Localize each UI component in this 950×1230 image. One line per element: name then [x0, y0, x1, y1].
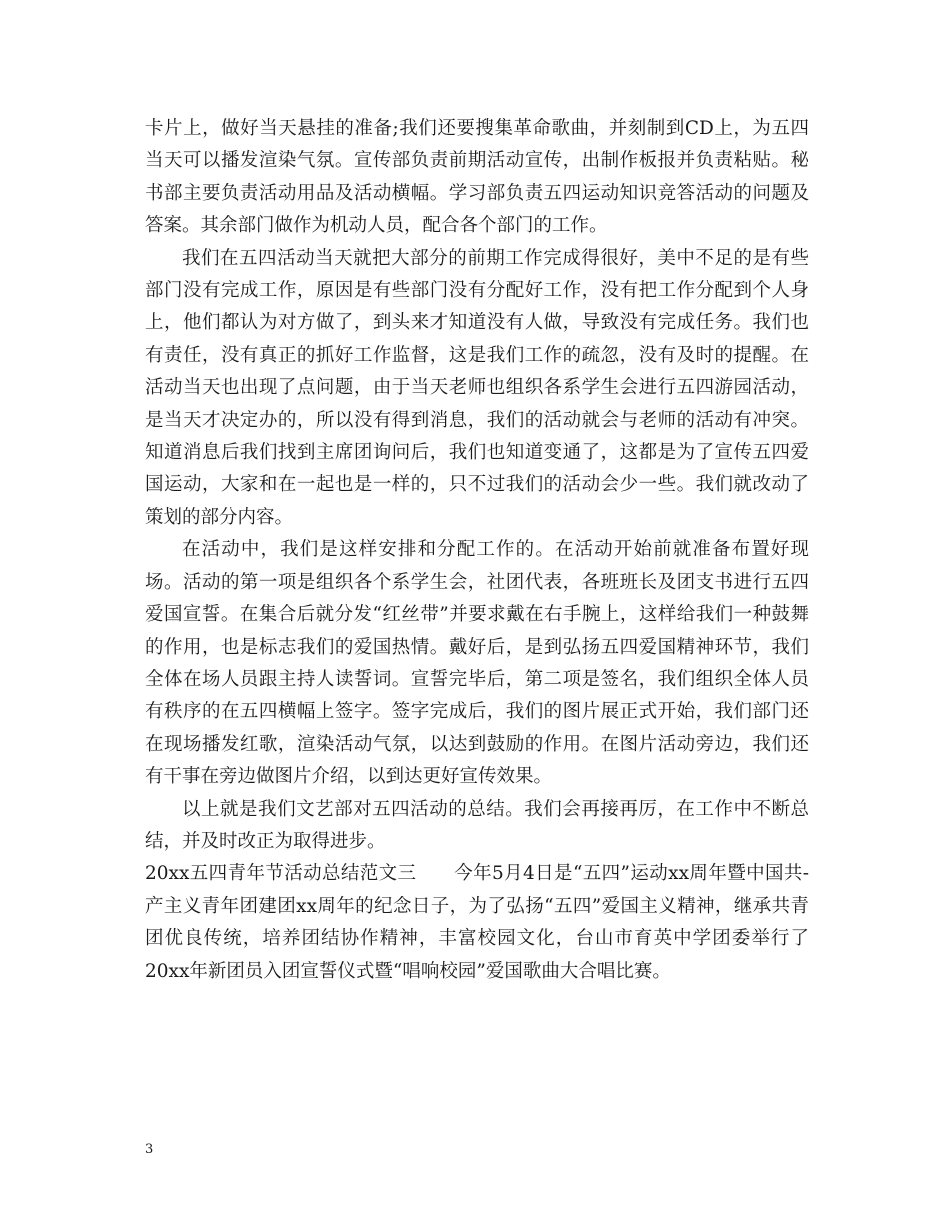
document-body	[145, 113, 809, 988]
page-number: 3	[145, 1142, 154, 1157]
paragraph-conclusion: 以上就是我们文艺部对五四活动的总结。我们会再接再厉，在工作中不断总结，并及时改正为取得进步。	[145, 798, 809, 852]
paragraph-sample-three: 20xx五四青年节活动总结范文三 今年5月4日是“五四”运动xx周年暨中国共-产主义青年团建团xx周年的纪念日子，为了弘扬“五四”爱国主义精神，继承共青团优良传统，培养团结协作精神，丰富校园文化，台山市育英中学团委举行了20xx年新团员入团宣誓仪式暨“唱响校园”爱国歌曲大合唱比赛。	[145, 863, 809, 982]
paragraph-problems: 我们在五四活动当天就把大部分的前期工作完成得很好，美中不足的是有些部门没有完成工作，原因是有些部门没有分配好工作，没有把工作分配到个人身上，他们都认为对方做了，到头来才知道没有人做，导致没有完成任务。我们也有责任，没有真正的抓好工作监督，这是我们工作的疏忽，没有及时的提醒。在活动当天也出现了点问题，由于当天老师也组织各系学生会进行五四游园活动，是当天才决定办的，所以没有得到消息，我们的活动就会与老师的活动有冲突。知道消息后我们找到主席团询问后，我们也知道变通了，这都是为了宣传五四爱国运动，大家和在一起也是一样的，只不过我们的活动会少一些。我们就改动了策划的部分内容。	[145, 247, 809, 528]
paragraph-arrangement: 在活动中，我们是这样安排和分配工作的。在活动开始前就准备布置好现场。活动的第一项是组织各个系学生会，社团代表，各班班长及团支书进行五四爱国宣誓。在集合后就分发“红丝带”并要求戴在右手腕上，这样给我们一种鼓舞的作用，也是标志我们的爱国热情。戴好后，是到弘扬五四爱国精神环节，我们全体在场人员跟主持人读誓词。宣誓完毕后，第二项是签名，我们组织全体人员有秩序的在五四横幅上签字。签字完成后，我们的图片展正式开始，我们部门还在现场播发红歌，渲染活动气氛，以达到鼓励的作用。在图片活动旁边，我们还有干事在旁边做图片介绍，以到达更好宣传效果。	[145, 539, 809, 788]
paragraph-continuation: 卡片上，做好当天悬挂的准备;我们还要搜集革命歌曲，并刻制到CD上，为五四当天可以播发渲染气氛。宣传部负责前期活动宣传，出制作板报并负责粘贴。秘书部主要负责活动用品及活动横幅。学习部负责五四运动知识竞答活动的问题及答案。其余部门做作为机动人员，配合各个部门的工作。	[145, 118, 809, 237]
